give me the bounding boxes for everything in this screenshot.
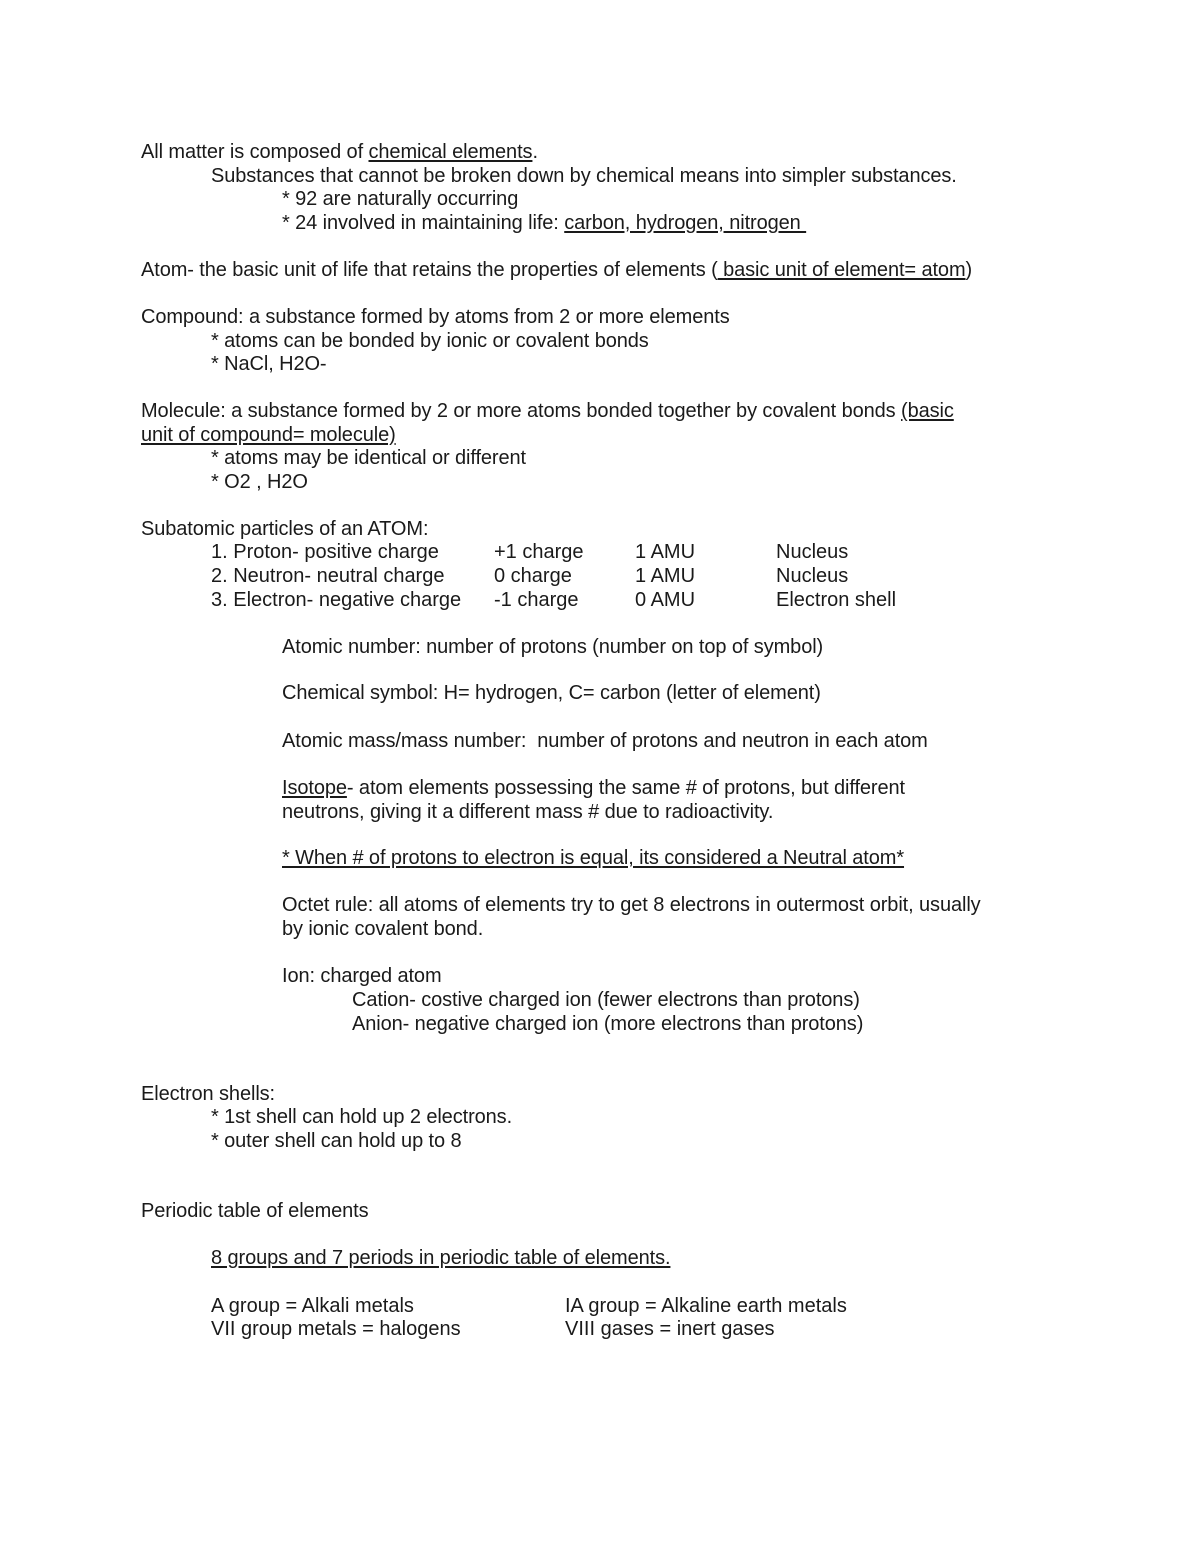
periodic-table-summary: 8 groups and 7 periods in periodic table of elements. <box>211 1247 671 1269</box>
cation-definition: Cation- costive charged ion (fewer electrons than protons) <box>352 989 860 1011</box>
anion-definition: Anion- negative charged ion (more electrons than protons) <box>352 1013 864 1035</box>
intro-text: All matter is composed of <box>141 141 369 163</box>
intro-line <box>141 140 538 164</box>
group-entry: VIII gases = inert gases <box>565 1318 775 1340</box>
isotope-definition-cont: neutrons, giving it a different mass # due to radioactivity. <box>282 801 774 823</box>
particle-mass: 0 AMU <box>635 589 696 611</box>
particle-name: 3. Electron- negative charge <box>211 589 462 611</box>
chemical-symbol-definition: Chemical symbol: H= hydrogen, C= carbon (letter of element) <box>282 682 821 704</box>
particle-location: Nucleus <box>776 541 849 563</box>
molecule-definition-cont <box>141 423 396 447</box>
electron-shells-title: Electron shells: <box>141 1083 276 1105</box>
atomic-number-definition: Atomic number: number of protons (number on top of symbol) <box>282 636 824 658</box>
atom-text: Atom- the basic unit of life that retains the properties of elements ( <box>141 259 718 281</box>
intro-period: . <box>532 141 538 163</box>
neutral-atom-note: * When # of protons to electron is equal, its considered a Neutral atom* <box>282 847 905 869</box>
particle-location: Nucleus <box>776 565 849 587</box>
shell-bullet-outer: * outer shell can hold up to 8 <box>211 1130 462 1152</box>
isotope-term: Isotope <box>282 777 347 799</box>
atomic-mass-definition: Atomic mass/mass number: number of protons and neutron in each atom <box>282 730 928 752</box>
particle-charge: 0 charge <box>494 565 572 587</box>
compound-definition: Compound: a substance formed by atoms from 2 or more elements <box>141 306 730 328</box>
atom-definition <box>141 258 972 282</box>
chemical-elements-term: chemical elements <box>368 141 533 163</box>
octet-rule-definition: Octet rule: all atoms of elements try to get 8 electrons in outermost orbit, usually <box>282 894 981 916</box>
elements-definition: Substances that cannot be broken down by chemical means into simpler substances. <box>211 165 957 187</box>
compound-bullet-bonds: * atoms can be bonded by ionic or covalent bonds <box>211 330 649 352</box>
shell-bullet-first: * 1st shell can hold up 2 electrons. <box>211 1106 513 1128</box>
molecule-bullet-identical: * atoms may be identical or different <box>211 447 526 469</box>
ion-definition: Ion: charged atom <box>282 965 442 987</box>
life-elements-bullet <box>282 211 806 235</box>
particle-mass: 1 AMU <box>635 541 696 563</box>
molecule-text: Molecule: a substance formed by 2 or more atoms bonded together by covalent bonds <box>141 400 902 422</box>
particle-location: Electron shell <box>776 589 897 611</box>
periodic-table-title: Periodic table of elements <box>141 1200 369 1222</box>
isotope-text: - atom elements possessing the same # of protons, but different <box>346 777 905 799</box>
molecule-basic-unit-end: unit of compound= molecule) <box>141 424 396 446</box>
particle-charge: -1 charge <box>494 589 579 611</box>
molecule-definition <box>141 399 954 423</box>
particle-mass: 1 AMU <box>635 565 696 587</box>
atom-close-paren: ) <box>965 259 973 281</box>
octet-rule-definition-cont: by ionic covalent bond. <box>282 918 484 940</box>
isotope-definition <box>282 776 905 800</box>
life-elements-text: * 24 involved in maintaining life: <box>282 212 565 234</box>
subatomic-title: Subatomic particles of an ATOM: <box>141 518 429 540</box>
compound-bullet-examples: * NaCl, H2O- <box>211 353 327 375</box>
particle-name: 2. Neutron- neutral charge <box>211 565 445 587</box>
group-entry: IA group = Alkaline earth metals <box>565 1295 847 1317</box>
group-entry: A group = Alkali metals <box>211 1295 414 1317</box>
group-entry: VII group metals = halogens <box>211 1318 461 1340</box>
particle-name: 1. Proton- positive charge <box>211 541 439 563</box>
particle-charge: +1 charge <box>494 541 584 563</box>
molecule-basic-unit-start: (basic <box>901 400 954 422</box>
natural-elements-bullet: * 92 are naturally occurring <box>282 188 519 210</box>
atom-basic-unit: basic unit of element= atom <box>717 259 966 281</box>
life-elements-list: carbon, hydrogen, nitrogen <box>564 212 807 234</box>
molecule-bullet-examples: * O2 , H2O <box>211 471 308 493</box>
